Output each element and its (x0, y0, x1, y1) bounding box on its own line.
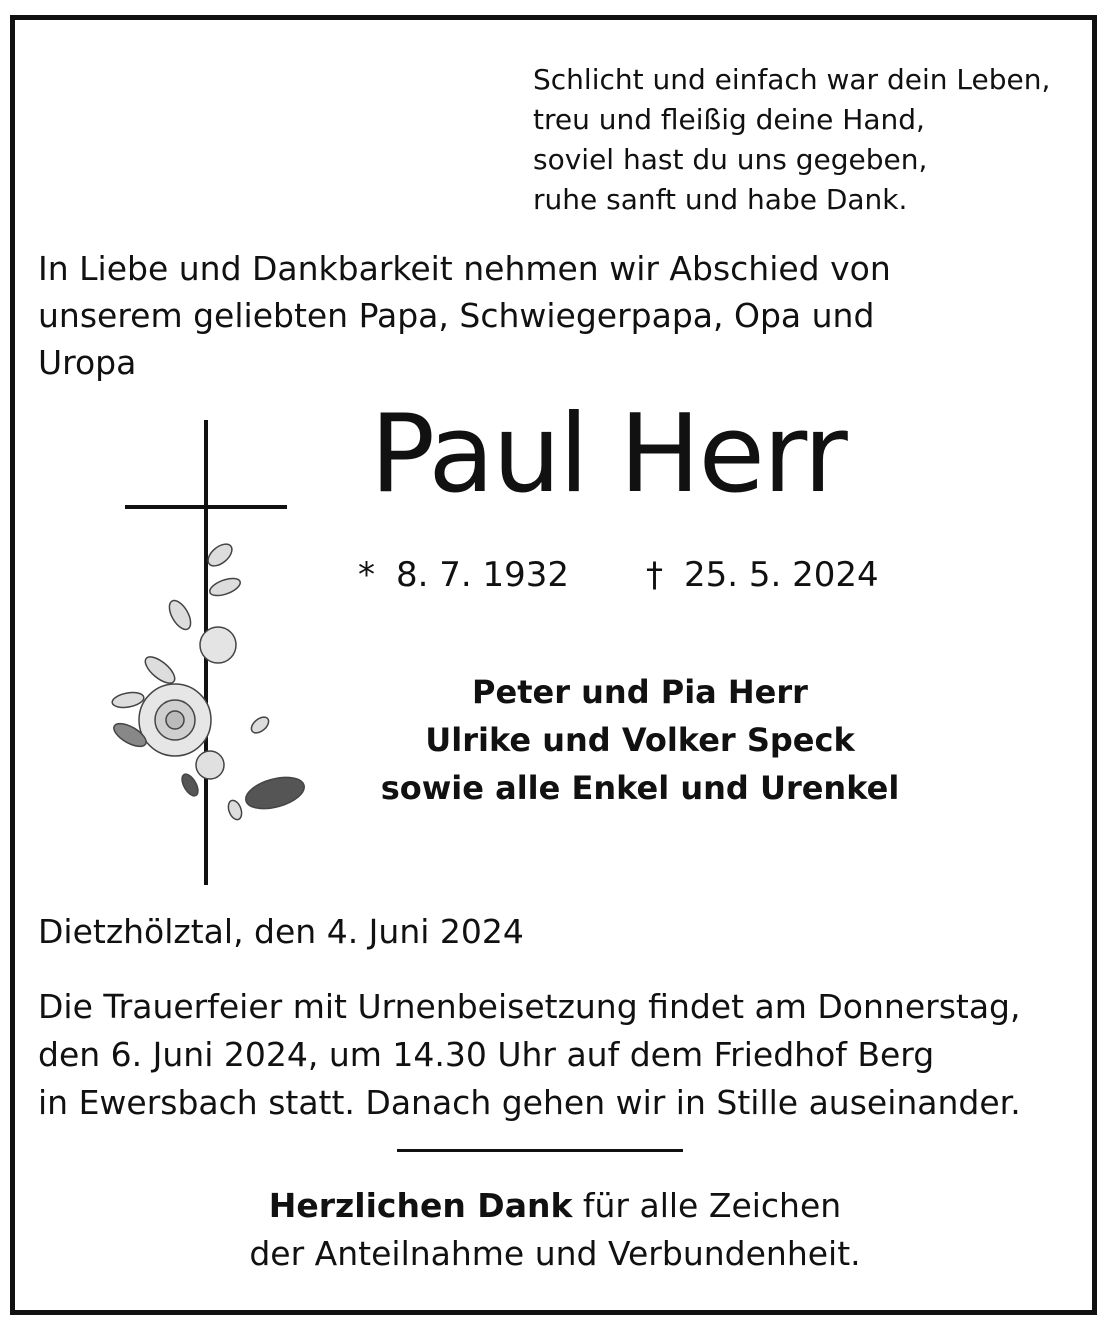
service-line: in Ewersbach statt. Danach gehen wir in Stille auseinander. (38, 1083, 1021, 1122)
poem (533, 60, 1050, 220)
death-date: 25. 5. 2024 (684, 555, 879, 595)
mourner-line: Ulrike und Volker Speck (425, 721, 855, 759)
service-line: Die Trauerfeier mit Urnenbeisetzung findet am Donnerstag, (38, 987, 1021, 1026)
thanks-line2: der Anteilnahme und Verbundenheit. (249, 1234, 861, 1273)
mourner-line: Peter und Pia Herr (472, 673, 808, 711)
intro-line: In Liebe und Dankbarkeit nehmen wir Abschied von (38, 249, 891, 288)
mourners-list (330, 668, 950, 812)
thanks-text (200, 1182, 910, 1278)
thanks-rest: für alle Zeichen (572, 1186, 842, 1225)
birth-date: 8. 7. 1932 (396, 555, 570, 595)
intro-line: Uropa (38, 343, 137, 382)
poem-line: treu und fleißig deine Hand, (533, 103, 925, 136)
deceased-name: Paul Herr (370, 392, 846, 517)
service-info (38, 983, 1021, 1127)
thanks-bold: Herzlichen Dank (268, 1186, 573, 1225)
poem-line: Schlicht und einfach war dein Leben, (533, 63, 1051, 96)
birth-symbol: * (358, 555, 375, 595)
mourner-line: sowie alle Enkel und Urenkel (380, 769, 900, 807)
place-and-date: Dietzhölztal, den 4. Juni 2024 (38, 912, 524, 951)
life-dates (358, 555, 879, 595)
poem-line: ruhe sanft und habe Dank. (533, 183, 908, 216)
intro-text (38, 245, 891, 386)
death-symbol: † (646, 555, 663, 595)
divider (397, 1149, 683, 1152)
service-line: den 6. Juni 2024, um 14.30 Uhr auf dem Friedhof Berg (38, 1035, 935, 1074)
intro-line: unserem geliebten Papa, Schwiegerpapa, Opa und (38, 296, 875, 335)
cross-with-roses-icon (100, 415, 320, 890)
poem-line: soviel hast du uns gegeben, (533, 143, 928, 176)
